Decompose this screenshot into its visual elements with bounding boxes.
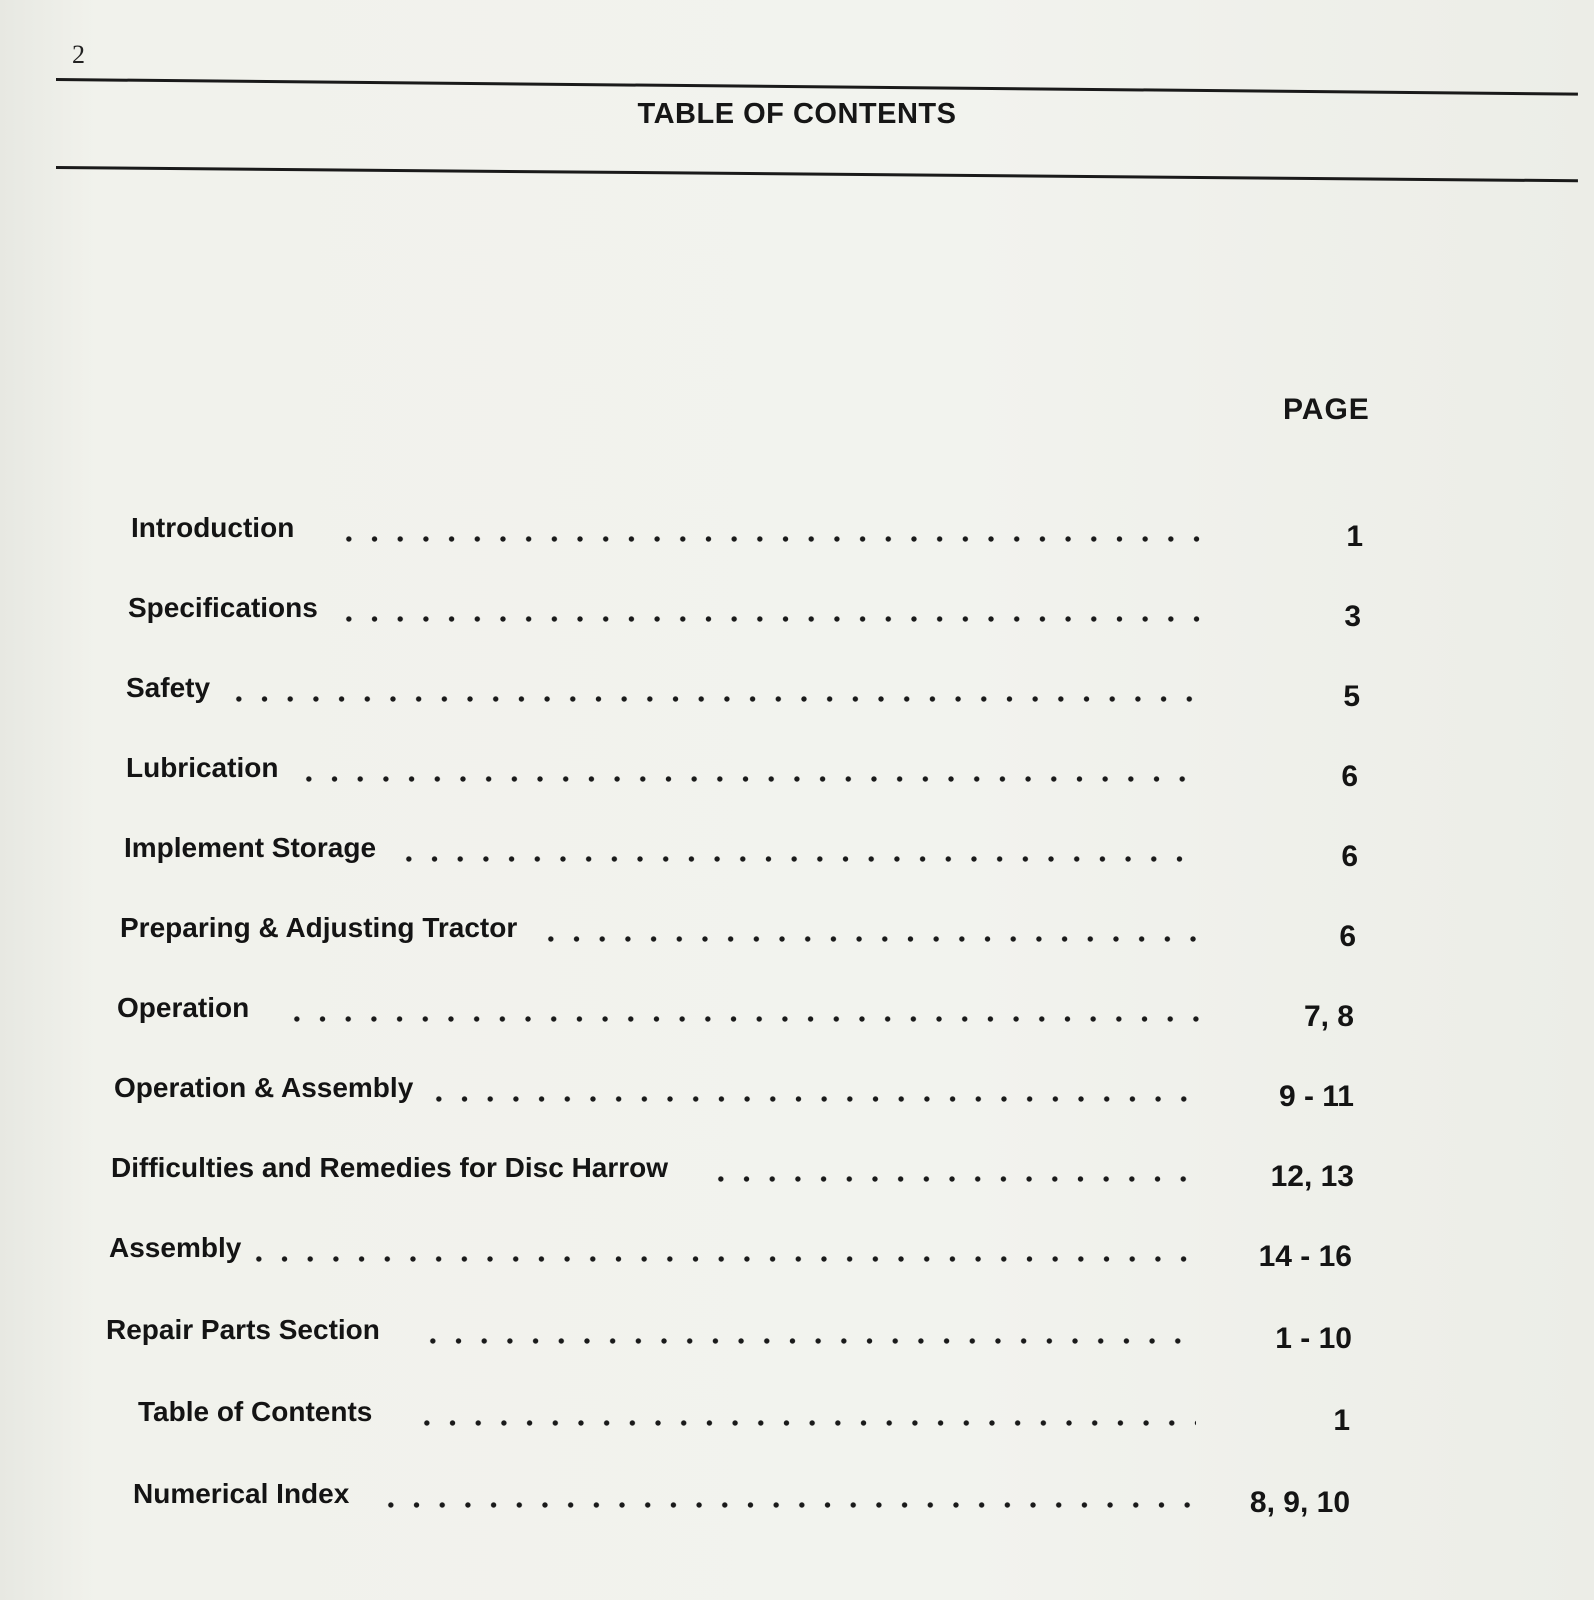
dot-leader bbox=[226, 696, 1204, 702]
toc-entry-page: 1 bbox=[1333, 1404, 1350, 1437]
toc-entry-page: 7, 8 bbox=[1303, 1000, 1354, 1033]
toc-entry-label: Operation bbox=[117, 992, 250, 1023]
toc-entry-page: 1 - 10 bbox=[1275, 1322, 1352, 1355]
dot-leader bbox=[414, 1420, 1196, 1426]
page-title: TABLE OF CONTENTS bbox=[637, 98, 957, 130]
toc-entry-operation[interactable] bbox=[0, 992, 1594, 1052]
show-through-text bbox=[400, 290, 406, 316]
toc-entry-label: Specifications bbox=[128, 592, 318, 623]
toc-entry-label: Introduction bbox=[131, 512, 295, 543]
toc-entry-preparing-adjusting-tractor[interactable] bbox=[0, 912, 1594, 972]
toc-entry-page: 9 - 11 bbox=[1278, 1080, 1354, 1113]
toc-entry-page: 6 bbox=[1341, 760, 1358, 793]
toc-entry-label: Table of Contents bbox=[138, 1396, 373, 1427]
header-bottom-rule bbox=[56, 166, 1578, 182]
toc-entry-page: 1 bbox=[1346, 520, 1363, 553]
page-column-header: PAGE bbox=[1283, 393, 1370, 426]
toc-entry-operation-assembly[interactable] bbox=[0, 1072, 1594, 1132]
toc-entry-page: 3 bbox=[1344, 600, 1361, 633]
toc-entry-page: 12, 13 bbox=[1270, 1160, 1354, 1193]
dot-leader bbox=[420, 1338, 1196, 1344]
dot-leader bbox=[336, 616, 1204, 622]
page-number: 2 bbox=[72, 40, 85, 69]
toc-entry-specifications[interactable] bbox=[0, 592, 1594, 652]
toc-entry-label: Implement Storage bbox=[124, 832, 377, 863]
dot-leader bbox=[426, 1096, 1198, 1102]
toc-entry-safety[interactable] bbox=[0, 672, 1594, 732]
toc-entry-difficulties-remedies[interactable] bbox=[0, 1152, 1594, 1212]
dot-leader bbox=[708, 1176, 1198, 1182]
toc-entry-label: Operation & Assembly bbox=[114, 1072, 414, 1103]
toc-entry-assembly[interactable] bbox=[0, 1232, 1594, 1292]
dot-leader bbox=[246, 1256, 1196, 1262]
toc-entry-label: Safety bbox=[126, 672, 211, 703]
toc-entry-page: 8, 9, 10 bbox=[1249, 1486, 1350, 1519]
toc-entry-lubrication[interactable] bbox=[0, 752, 1594, 812]
dot-leader bbox=[284, 1016, 1200, 1022]
toc-entry-label: Lubrication bbox=[126, 752, 279, 783]
toc-entry-introduction[interactable] bbox=[0, 512, 1594, 572]
header-top-rule bbox=[56, 78, 1578, 96]
toc-entry-table-of-contents[interactable] bbox=[0, 1396, 1594, 1456]
toc-entry-label: Assembly bbox=[109, 1232, 242, 1263]
dot-leader bbox=[538, 936, 1202, 942]
toc-entry-page: 6 bbox=[1341, 840, 1358, 873]
toc-entry-label: Difficulties and Remedies for Disc Harrow bbox=[111, 1152, 669, 1183]
toc-entry-page: 5 bbox=[1343, 680, 1360, 713]
toc-entry-label: Preparing & Adjusting Tractor bbox=[120, 912, 518, 943]
dot-leader bbox=[336, 536, 1204, 542]
toc-entry-repair-parts-section[interactable] bbox=[0, 1314, 1594, 1374]
dot-leader bbox=[378, 1502, 1196, 1508]
toc-entry-label: Numerical Index bbox=[133, 1478, 350, 1509]
dot-leader bbox=[396, 856, 1202, 862]
toc-entry-label: Repair Parts Section bbox=[106, 1314, 380, 1345]
toc-entry-numerical-index[interactable] bbox=[0, 1478, 1594, 1538]
dot-leader bbox=[296, 776, 1202, 782]
toc-entry-page: 6 bbox=[1339, 920, 1356, 953]
toc-entry-implement-storage[interactable] bbox=[0, 832, 1594, 892]
toc-entry-page: 14 - 16 bbox=[1258, 1240, 1352, 1273]
